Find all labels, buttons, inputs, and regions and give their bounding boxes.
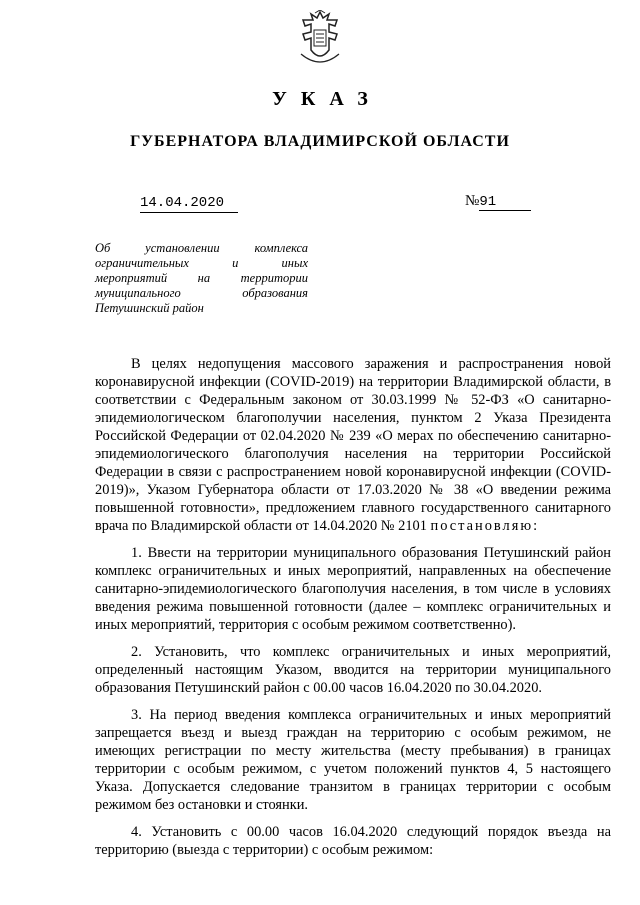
- preamble-paragraph: [95, 355, 611, 535]
- clause-1: 1. Ввести на территории муниципального образования Петушинский район комплекс ограничительных и иных мероприятий, направленных на обеспечение санитарно-эпидемиологического благополучия населения, в том числе в условиях введения режима повышенной готовности (далее – комплекс ограничительных и иных мероприятий, территория с особым режимом соответственно).: [95, 545, 611, 633]
- subject-line: Петушинский район: [95, 301, 204, 315]
- document-issuer: ГУБЕРНАТОРА ВЛАДИМИРСКОЙ ОБЛАСТИ: [130, 133, 510, 150]
- subject-line: мероприятий на территории: [95, 271, 308, 285]
- clause-2: 2. Установить, что комплекс ограничительных и иных мероприятий, определенный настоящим Указом, вводится на территории муниципального образования Петушинский район с 00.00 часов 16.04.2020 по 30.04.2020.: [95, 644, 611, 696]
- subject-line: Об установлении комплекса: [95, 241, 308, 255]
- document-date: 14.04.2020: [140, 195, 238, 213]
- document-body: [95, 355, 611, 868]
- clause-3: 3. На период введения комплекса ограничительных и иных мероприятий запрещается въезд и выезд граждан на территорию с особым режимом, не имеющих регистрации по месту жительства (месту пребывания) в границах территории с особым режимом, с учетом положений пунктов 4, 5 настоящего Указа. Допускается следование транзитом в границах территории с особым режимом без остановки и стоянки.: [95, 707, 611, 813]
- document-title: УКАЗ: [272, 88, 382, 110]
- clause-4: 4. Установить с 00.00 часов 16.04.2020 следующий порядок въезда на территорию (выезда с территории) с особым режимом:: [95, 824, 611, 858]
- document-subject: [95, 241, 308, 316]
- coat-of-arms-icon: [295, 10, 345, 66]
- number-value: 91: [479, 194, 531, 211]
- document-number: [465, 193, 531, 211]
- subject-line: ограничительных и иных: [95, 256, 308, 270]
- decree-word: постановляю:: [430, 518, 540, 534]
- preamble-text: В целях недопущения массового заражения и распространения новой коронавирусной инфекции (COVID-2019) на территории Владимирской области, в соответствии с Федеральным законом от 30.03.1999 № 52-ФЗ «О санитарно-эпидемиологическом благополучии населения, пунктом 2 Указа Президента Российской Федерации от 02.04.2020 № 239 «О мерах по обеспечению санитарно-эпидемиологического благополучия населения на территории Российской Федерации в связи с распространением новой коронавирусной инфекции (COVID-2019)», Указом Губернатора области от 17.03.2020 № 38 «О введении режима повышенной готовности», предложением главного государственного санитарного врача по Владимирской области от 14.04.2020 № 2101: [95, 356, 611, 534]
- number-prefix: №: [465, 193, 480, 209]
- subject-line: муниципального образования: [95, 286, 308, 300]
